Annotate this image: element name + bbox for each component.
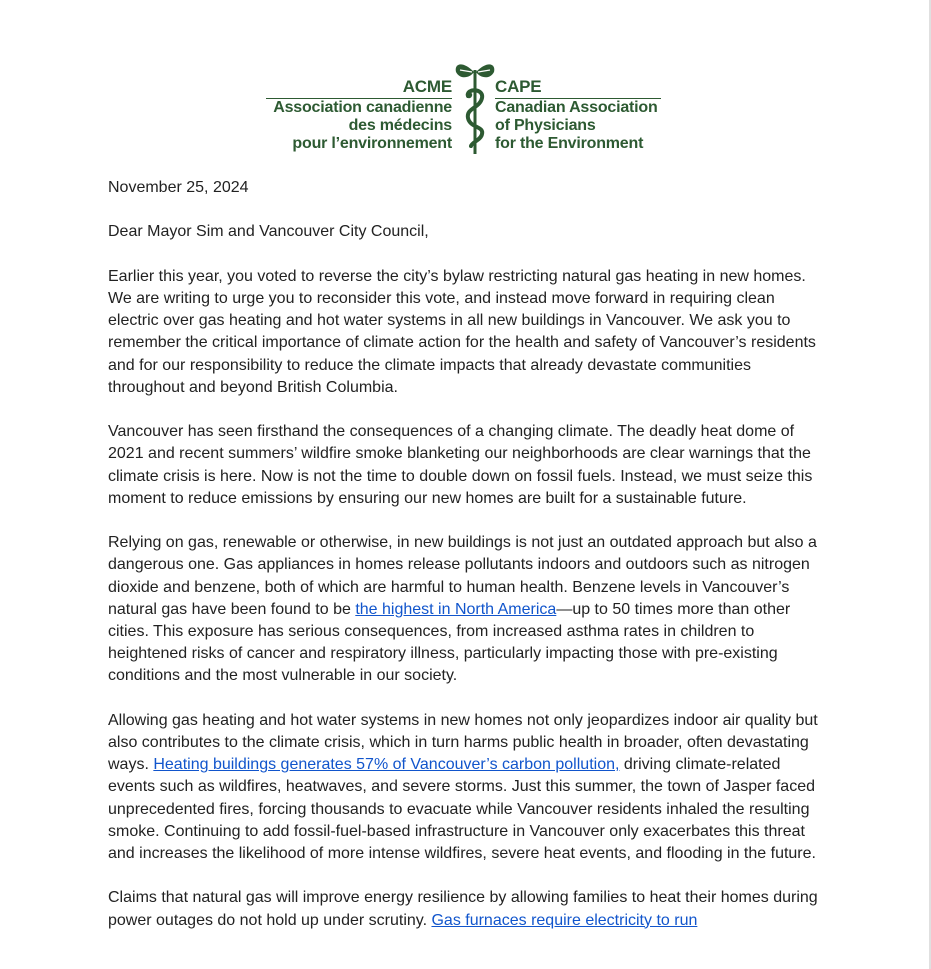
english-acronym: CAPE [495, 77, 542, 96]
french-name-line-3: pour l’environnement [292, 135, 452, 152]
paragraph-3 [108, 532, 828, 687]
english-name-line-3: for the Environment [495, 135, 644, 152]
paragraph-4-text-b: driving climate-related events such as wildfires, heatwaves, and severe storms. Just this summer, the town of Jasper faced unprecedented fires, forcing thousands to evacuate while Vancouver residents inhaled the resulting smoke. Continuing to add fossil-fuel-based infrastructure in Vancouver only exacerbates this threat and increases the likelihood of more intense wildfires, severe heat events, and flooding in the future. [108, 756, 816, 863]
paragraph-5-text-a: Claims that natural gas will improve energy resilience by allowing families to heat their homes during power outages do not hold up under scrutiny. [108, 889, 818, 929]
highest-in-north-america-link[interactable]: the highest in North America [355, 600, 557, 618]
paragraph-3-text-b: —up to 50 times more than other cities. This exposure has serious consequences, from increased asthma rates in children to heightened risks of cancer and respiratory illness, particularly impacting those with pre-existing conditions and the most vulnerable in our society. [108, 600, 791, 685]
english-name-line-2: of Physicians [495, 117, 596, 134]
french-name-line-2: des médecins [348, 117, 452, 134]
letter-date: November 25, 2024 [108, 179, 249, 196]
paragraph-3-text-a: Relying on gas, renewable or otherwise, in new buildings is not just an outdated approach but also a dangerous one. Gas appliances in homes release pollutants indoors and outdoors such as nitrogen dioxide and benzene, both of which are harmful to human health. Benzene levels in Vancouver’s natural gas have been found to be [108, 534, 817, 618]
english-name-line-1: Canadian Association [495, 99, 658, 116]
letterhead-english-name [495, 78, 658, 153]
paragraph-4 [108, 710, 828, 865]
letterhead-french-name [273, 78, 452, 153]
paragraph-2: Vancouver has seen firsthand the consequences of a changing climate. The deadly heat dome of 2021 and recent summers’ wildfire smoke blanketing our neighborhoods are clear warnings that the climate crisis is here. Now is not the time to double down on fossil fuels. Instead, we must seize this moment to reduce emissions by ensuring our new homes are built for a sustainable future. [108, 423, 813, 507]
french-name-line-1: Association canadienne [273, 99, 452, 116]
french-acronym: ACME [402, 77, 452, 96]
caduceus-leaf-icon [452, 58, 498, 158]
letter-salutation: Dear Mayor Sim and Vancouver City Council, [108, 223, 429, 241]
letterhead [0, 58, 931, 158]
gas-furnaces-link[interactable]: Gas furnaces require electricity to run [431, 911, 698, 929]
letterhead-rule-left [266, 98, 452, 99]
letterhead-rule-right [495, 98, 661, 99]
paragraph-1: Earlier this year, you voted to reverse the city’s bylaw restricting natural gas heating in new homes. We are writing to urge you to reconsider this vote, and instead move forward in requiring clean electric over gas heating and hot water systems in all new buildings in Vancouver. We ask you to remember the critical importance of climate action for the health and safety of Vancouver’s residents and for our responsibility to reduce the climate impacts that already devastate communities throughout and beyond British Columbia. [108, 267, 816, 396]
carbon-pollution-link[interactable]: Heating buildings generates 57% of Vancouver’s carbon pollution, [153, 756, 620, 774]
paragraph-5 [108, 887, 828, 931]
paragraph-4-text-a: Allowing gas heating and hot water systems in new homes not only jeopardizes indoor air quality but also contributes to the climate crisis, which in turn harms public health in broader, often devastating ways. [108, 711, 818, 774]
letter-body [108, 177, 828, 954]
